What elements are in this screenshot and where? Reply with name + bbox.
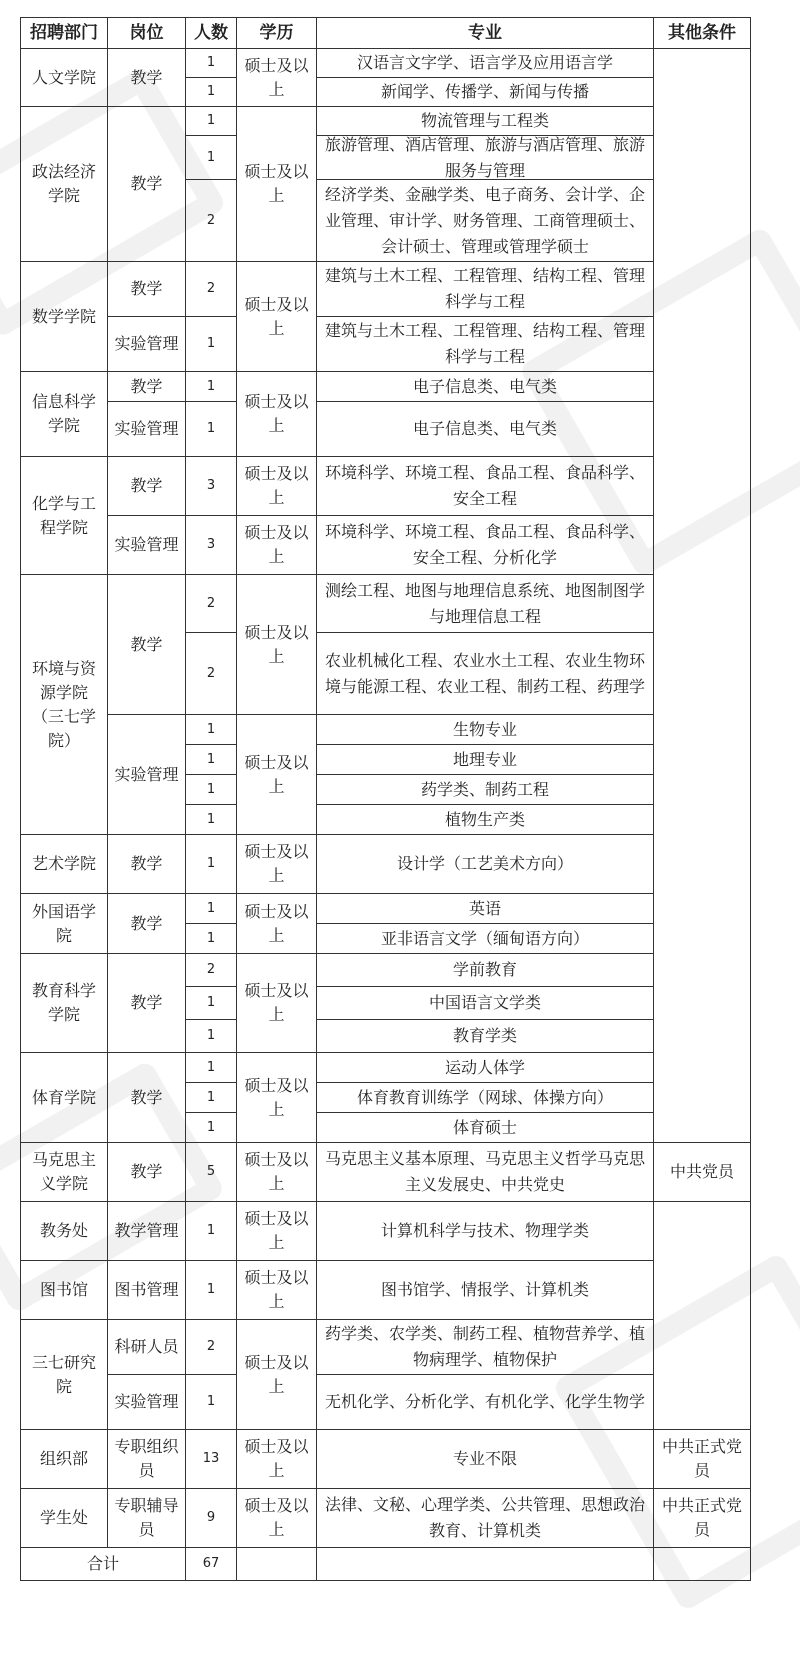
total-empty (237, 1548, 317, 1581)
count-cell: 1 (186, 775, 237, 805)
dept-cell: 组织部 (21, 1430, 108, 1489)
major-cell: 环境科学、环境工程、食品工程、食品科学、安全工程 (317, 457, 654, 516)
post-cell: 教学 (108, 1143, 186, 1202)
edu-cell: 硕士及以上 (237, 715, 317, 835)
header-dept: 招聘部门 (21, 18, 108, 49)
edu-cell: 硕士及以上 (237, 262, 317, 372)
total-count: 67 (186, 1548, 237, 1581)
other-cell-empty (654, 1202, 751, 1430)
edu-cell: 硕士及以上 (237, 516, 317, 575)
dept-cell: 人文学院 (21, 49, 108, 107)
post-cell: 实验管理 (108, 516, 186, 575)
post-cell: 教学 (108, 107, 186, 262)
dept-cell: 外国语学院 (21, 894, 108, 954)
major-cell: 电子信息类、电气类 (317, 402, 654, 457)
major-cell: 药学类、制药工程 (317, 775, 654, 805)
major-cell: 生物专业 (317, 715, 654, 745)
total-empty (654, 1548, 751, 1581)
major-cell: 体育教育训练学（网球、体操方向） (317, 1083, 654, 1113)
post-cell: 教学 (108, 372, 186, 402)
count-cell: 2 (186, 575, 237, 633)
edu-cell: 硕士及以上 (237, 107, 317, 262)
major-cell: 植物生产类 (317, 805, 654, 835)
major-cell: 环境科学、环境工程、食品工程、食品科学、安全工程、分析化学 (317, 516, 654, 575)
count-cell: 2 (186, 262, 237, 317)
count-cell: 1 (186, 372, 237, 402)
post-cell: 实验管理 (108, 317, 186, 372)
dept-cell: 教育科学学院 (21, 954, 108, 1053)
post-cell: 教学 (108, 954, 186, 1053)
count-cell: 1 (186, 1020, 237, 1053)
post-cell: 实验管理 (108, 715, 186, 835)
count-cell: 1 (186, 49, 237, 78)
major-cell: 物流管理与工程类 (317, 107, 654, 136)
dept-cell: 政法经济学院 (21, 107, 108, 262)
count-cell: 1 (186, 1053, 237, 1083)
count-cell: 1 (186, 1113, 237, 1143)
total-empty (317, 1548, 654, 1581)
count-cell: 1 (186, 317, 237, 372)
dept-cell: 教务处 (21, 1202, 108, 1261)
edu-cell: 硕士及以上 (237, 1202, 317, 1261)
major-cell: 新闻学、传播学、新闻与传播 (317, 78, 654, 107)
dept-cell: 马克思主义学院 (21, 1143, 108, 1202)
other-cell-empty (654, 49, 751, 1143)
post-cell: 教学 (108, 457, 186, 516)
count-cell: 9 (186, 1489, 237, 1548)
dept-cell: 信息科学学院 (21, 372, 108, 457)
count-cell: 13 (186, 1430, 237, 1489)
major-cell: 英语 (317, 894, 654, 924)
dept-cell: 图书馆 (21, 1261, 108, 1320)
count-cell: 1 (186, 894, 237, 924)
post-cell: 教学 (108, 575, 186, 715)
count-cell: 1 (186, 107, 237, 136)
count-cell: 1 (186, 745, 237, 775)
count-cell: 2 (186, 180, 237, 262)
post-cell: 实验管理 (108, 402, 186, 457)
edu-cell: 硕士及以上 (237, 954, 317, 1053)
major-cell: 专业不限 (317, 1430, 654, 1489)
dept-cell: 数学学院 (21, 262, 108, 372)
edu-cell: 硕士及以上 (237, 372, 317, 457)
major-cell: 计算机科学与技术、物理学类 (317, 1202, 654, 1261)
count-cell: 2 (186, 1320, 237, 1375)
edu-cell: 硕士及以上 (237, 894, 317, 954)
header-other: 其他条件 (654, 18, 751, 49)
major-cell: 亚非语言文学（缅甸语方向） (317, 924, 654, 954)
major-cell: 建筑与土木工程、工程管理、结构工程、管理科学与工程 (317, 317, 654, 372)
edu-cell: 硕士及以上 (237, 1489, 317, 1548)
header-post: 岗位 (108, 18, 186, 49)
count-cell: 1 (186, 136, 237, 180)
count-cell: 3 (186, 457, 237, 516)
post-cell: 教学 (108, 894, 186, 954)
edu-cell: 硕士及以上 (237, 457, 317, 516)
edu-cell: 硕士及以上 (237, 1430, 317, 1489)
edu-cell: 硕士及以上 (237, 1320, 317, 1430)
other-cell: 中共党员 (654, 1143, 751, 1202)
count-cell: 2 (186, 954, 237, 987)
post-cell: 教学管理 (108, 1202, 186, 1261)
major-cell: 法律、文秘、心理学类、公共管理、思想政治教育、计算机类 (317, 1489, 654, 1548)
post-cell: 专职组织员 (108, 1430, 186, 1489)
count-cell: 1 (186, 924, 237, 954)
major-cell: 测绘工程、地图与地理信息系统、地图制图学与地理信息工程 (317, 575, 654, 633)
dept-cell: 体育学院 (21, 1053, 108, 1143)
count-cell: 1 (186, 1375, 237, 1430)
count-cell: 3 (186, 516, 237, 575)
count-cell: 1 (186, 402, 237, 457)
edu-cell: 硕士及以上 (237, 575, 317, 715)
major-cell: 汉语言文字学、语言学及应用语言学 (317, 49, 654, 78)
count-cell: 5 (186, 1143, 237, 1202)
dept-cell: 化学与工程学院 (21, 457, 108, 575)
header-major: 专业 (317, 18, 654, 49)
count-cell: 1 (186, 835, 237, 894)
edu-cell: 硕士及以上 (237, 49, 317, 107)
post-cell: 教学 (108, 262, 186, 317)
post-cell: 教学 (108, 49, 186, 107)
dept-cell: 学生处 (21, 1489, 108, 1548)
post-cell: 实验管理 (108, 1375, 186, 1430)
count-cell: 1 (186, 1083, 237, 1113)
major-cell: 建筑与土木工程、工程管理、结构工程、管理科学与工程 (317, 262, 654, 317)
count-cell: 1 (186, 1202, 237, 1261)
count-cell: 2 (186, 633, 237, 715)
post-cell: 专职辅导员 (108, 1489, 186, 1548)
major-cell: 马克思主义基本原理、马克思主义哲学马克思主义发展史、中共党史 (317, 1143, 654, 1202)
major-cell: 电子信息类、电气类 (317, 372, 654, 402)
edu-cell: 硕士及以上 (237, 1053, 317, 1143)
edu-cell: 硕士及以上 (237, 1261, 317, 1320)
major-cell: 运动人体学 (317, 1053, 654, 1083)
post-cell: 科研人员 (108, 1320, 186, 1375)
count-cell: 1 (186, 1261, 237, 1320)
dept-cell: 环境与资源学院（三七学院） (21, 575, 108, 835)
total-label: 合计 (21, 1548, 186, 1581)
header-count: 人数 (186, 18, 237, 49)
edu-cell: 硕士及以上 (237, 1143, 317, 1202)
post-cell: 教学 (108, 835, 186, 894)
major-cell: 旅游管理、酒店管理、旅游与酒店管理、旅游服务与管理 (317, 136, 654, 180)
major-cell: 经济学类、金融学类、电子商务、会计学、企业管理、审计学、财务管理、工商管理硕士、会计硕士、管理或管理学硕士 (317, 180, 654, 262)
major-cell: 药学类、农学类、制药工程、植物营养学、植物病理学、植物保护 (317, 1320, 654, 1375)
recruitment-table (20, 17, 751, 1581)
count-cell: 1 (186, 78, 237, 107)
post-cell: 图书管理 (108, 1261, 186, 1320)
major-cell: 农业机械化工程、农业水土工程、农业生物环境与能源工程、农业工程、制药工程、药理学 (317, 633, 654, 715)
major-cell: 体育硕士 (317, 1113, 654, 1143)
dept-cell: 艺术学院 (21, 835, 108, 894)
major-cell: 图书馆学、情报学、计算机类 (317, 1261, 654, 1320)
other-cell: 中共正式党员 (654, 1489, 751, 1548)
dept-cell: 三七研究院 (21, 1320, 108, 1430)
other-cell: 中共正式党员 (654, 1430, 751, 1489)
post-cell: 教学 (108, 1053, 186, 1143)
count-cell: 1 (186, 987, 237, 1020)
major-cell: 地理专业 (317, 745, 654, 775)
edu-cell: 硕士及以上 (237, 835, 317, 894)
count-cell: 1 (186, 715, 237, 745)
major-cell: 学前教育 (317, 954, 654, 987)
count-cell: 1 (186, 805, 237, 835)
major-cell: 教育学类 (317, 1020, 654, 1053)
major-cell: 无机化学、分析化学、有机化学、化学生物学 (317, 1375, 654, 1430)
header-edu: 学历 (237, 18, 317, 49)
major-cell: 设计学（工艺美术方向） (317, 835, 654, 894)
major-cell: 中国语言文学类 (317, 987, 654, 1020)
